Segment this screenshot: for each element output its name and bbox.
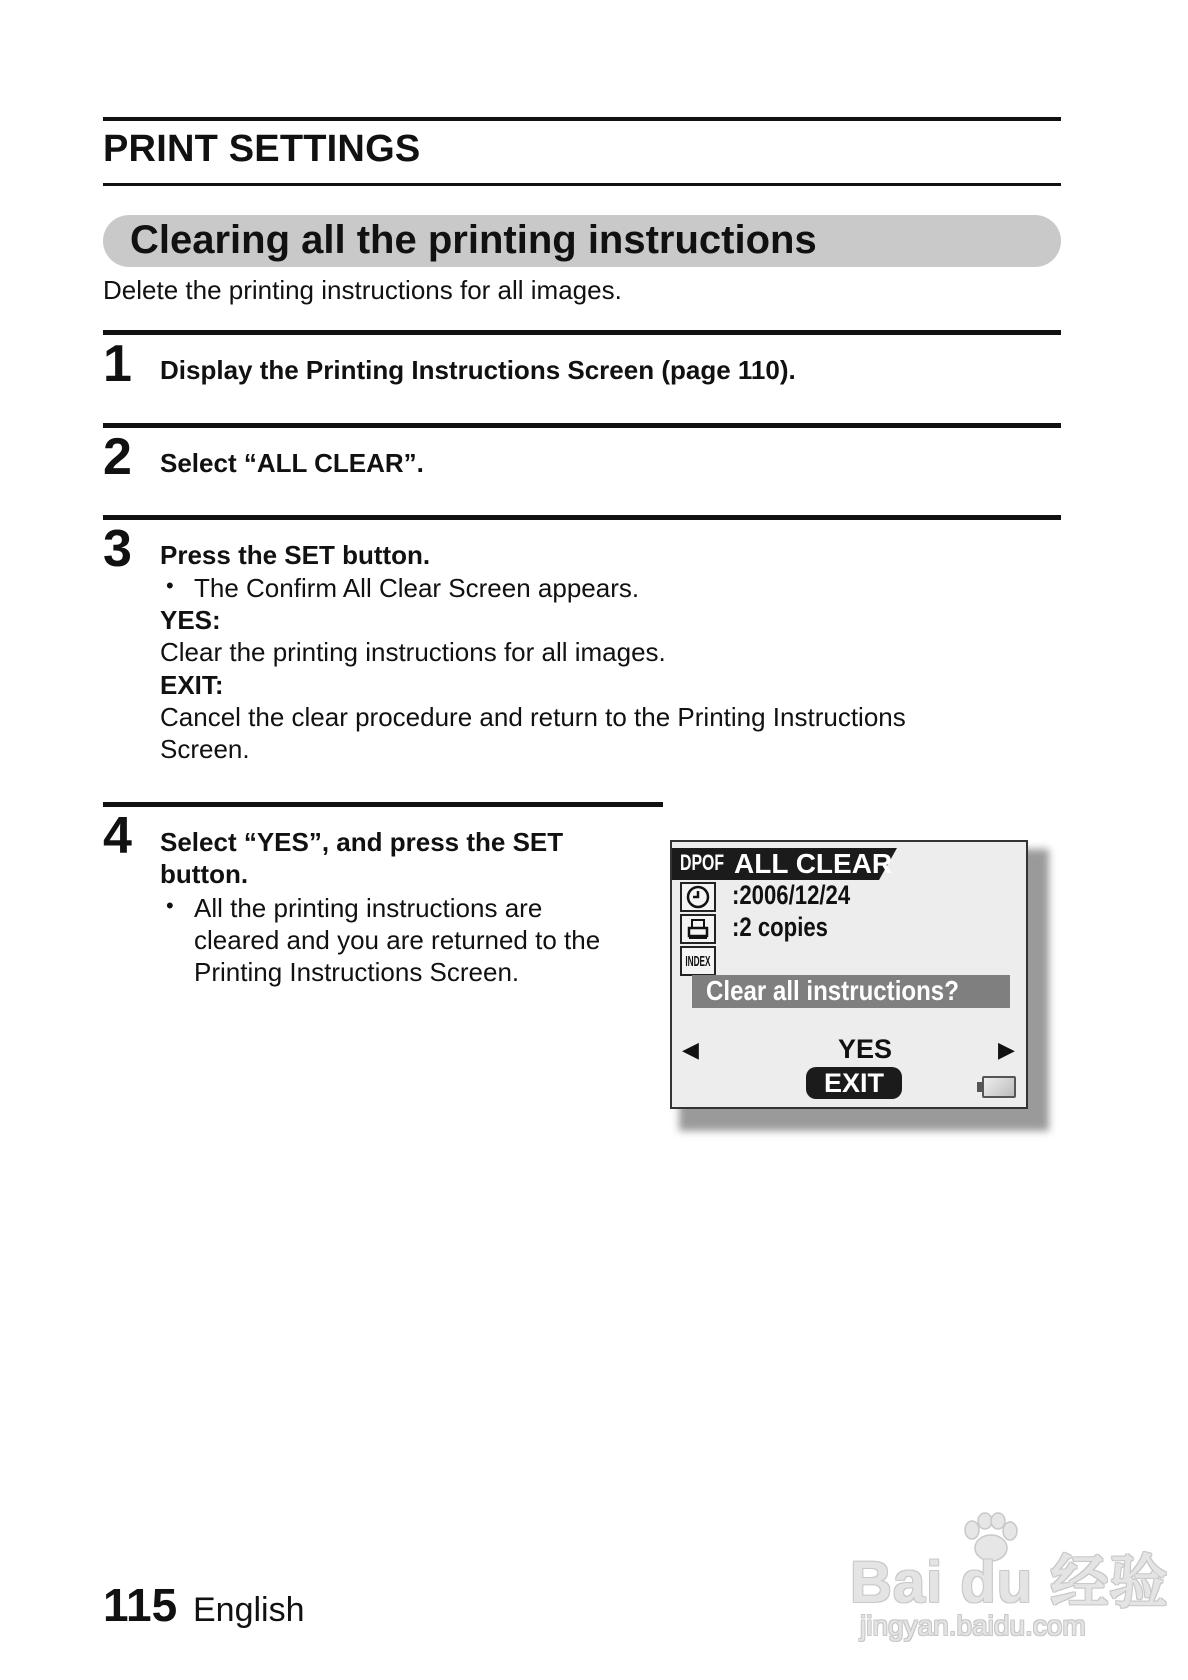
step-4-heading-2: button. — [160, 859, 249, 889]
camera-screen — [670, 840, 1028, 1109]
step-4-bullet-2: cleared and you are returned to the — [194, 925, 601, 955]
screen-copies: :2 copies — [732, 912, 828, 942]
option-yes[interactable]: YES — [837, 1034, 893, 1064]
dpof-label: DPOF — [680, 850, 725, 875]
step-2-number: 2 — [103, 428, 132, 486]
index-label: INDEX — [685, 952, 711, 970]
watermark-url: jingyan.baidu.com — [860, 1610, 1086, 1641]
step-1-number: 1 — [103, 335, 132, 393]
step-4-heading-1: Select “YES”, and press the SET — [160, 827, 564, 857]
bullet-dot: • — [166, 893, 174, 918]
printer-icon — [680, 914, 716, 944]
step-3-exit-text-1: Cancel the clear procedure and return to the Printing Instructions — [160, 702, 906, 732]
step-3-yes-text: Clear the printing instructions for all images. — [160, 637, 666, 667]
step-3-heading: Press the SET button. — [160, 540, 431, 570]
step-4-rule — [103, 802, 663, 807]
step-1-rule — [103, 330, 1061, 335]
step-3-exit-text-2: Screen. — [160, 734, 250, 764]
index-icon — [680, 946, 716, 976]
step-4-bullet-1: All the printing instructions are — [194, 893, 543, 923]
arrow-left-icon[interactable]: ◀ — [682, 1037, 699, 1062]
battery-icon — [982, 1076, 1016, 1098]
top-rule — [103, 117, 1061, 121]
confirm-question: Clear all instructions? — [706, 975, 959, 1006]
section-title: PRINT SETTINGS — [103, 128, 421, 170]
title-underline — [103, 183, 1061, 186]
step-2-heading: Select “ALL CLEAR”. — [160, 448, 424, 478]
step-1-heading: Display the Printing Instructions Screen (page 110). — [160, 355, 796, 385]
option-exit[interactable]: EXIT — [823, 1068, 884, 1098]
step-3-number: 3 — [103, 520, 132, 578]
step-4-bullet-3: Printing Instructions Screen. — [194, 957, 520, 987]
screen-title: ALL CLEAR — [734, 848, 893, 879]
bullet-dot: • — [166, 573, 174, 598]
arrow-right-icon[interactable]: ▶ — [998, 1037, 1015, 1062]
step-2-rule — [103, 423, 1061, 428]
step-3-yes-label: YES: — [160, 605, 221, 635]
step-4-number: 4 — [103, 807, 132, 865]
page-language: English — [193, 1591, 305, 1629]
page-number: 115 — [103, 1579, 178, 1631]
step-3-bullet: The Confirm All Clear Screen appears. — [194, 573, 640, 603]
watermark-brand: Bai du 经验 — [850, 1550, 1169, 1615]
screen-date: :2006/12/24 — [732, 880, 851, 910]
subsection-title: Clearing all the printing instructions — [130, 218, 817, 262]
step-3-rule — [103, 515, 1061, 520]
clock-icon — [680, 882, 716, 912]
intro-text: Delete the printing instructions for all images. — [103, 275, 622, 305]
step-3-exit-label: EXIT: — [160, 670, 224, 700]
